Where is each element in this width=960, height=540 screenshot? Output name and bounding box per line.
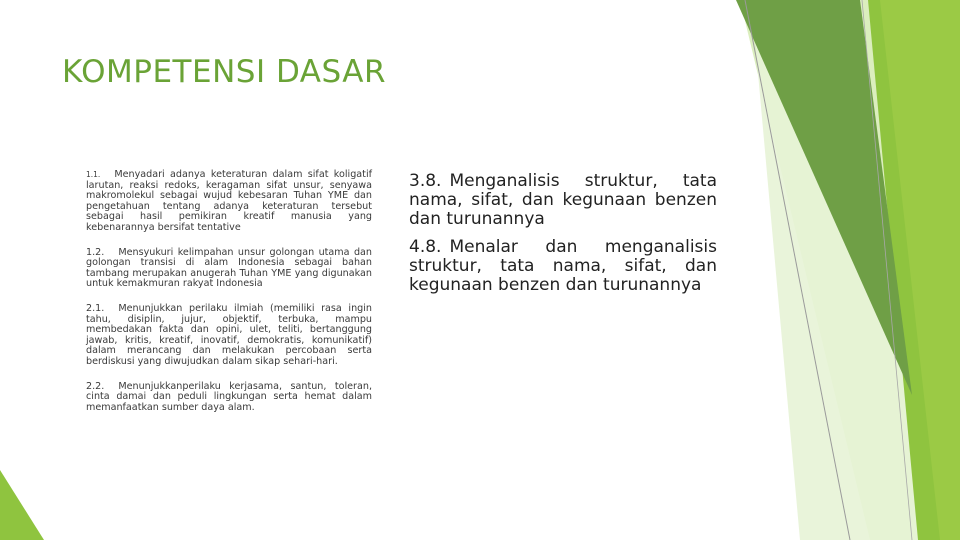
kd-item-1-1 — [86, 170, 372, 234]
kd-text: Menunjukkan perilaku ilmiah (memiliki rasa ingin tahu, disiplin, jujur, objektif, terbuka, mampu membedakan fakta dan opini, ulet, teliti, bertanggung jawab, kritis, kreatif, inovatif, demokratis, komunikatif) dalam merancang dan melakukan percobaan serta berdiskusi yang diwujudkan dalam sikap sehari-hari. — [86, 302, 372, 367]
kd-text: Menyadari adanya keteraturan dalam sifat koligatif larutan, reaksi redoks, keragaman sifat unsur, senyawa makromolekul sebagai wujud kebesaran Tuhan YME dan pengetahuan tentang adanya keteraturan tersebut sebagai hasil pemikiran kreatif manusia yang kebenarannya bersifat tentative — [86, 169, 372, 233]
kd-item-3-8 — [409, 172, 717, 229]
kd-text: Menunjukkanperilaku kerjasama, santun, toleran, cinta damai dan peduli lingkungan serta hemat dalam memanfaatkan sumber daya alam. — [86, 380, 372, 413]
slide-title: KOMPETENSI DASAR — [62, 54, 386, 90]
kd-text: Mensyukuri kelimpahan unsur golongan utama dan golongan transisi di alam Indonesia sebagai bahan tambang merupakan anugerah Tuhan YME yang digunakan untuk kemakmuran rakyat Indonesia — [86, 246, 372, 290]
kd-number: 2.1. — [86, 302, 105, 314]
kd-item-2-2 — [86, 382, 372, 414]
kd-item-1-2 — [86, 248, 372, 290]
kd-text: Menalar dan menganalisis struktur, tata nama, sifat, dan kegunaan benzen dan turunannya — [409, 237, 717, 295]
kd-number: 1.1. — [86, 170, 101, 179]
kd-item-2-1 — [86, 304, 372, 368]
kd-text: Menganalisis struktur, tata nama, sifat, dan kegunaan benzen dan turunannya — [409, 171, 717, 229]
kd-item-4-8 — [409, 238, 717, 295]
kd-list-right — [409, 172, 717, 304]
kd-number: 4.8. — [409, 237, 442, 257]
kd-list-left — [86, 170, 372, 427]
kd-number: 2.2. — [86, 380, 105, 392]
kd-number: 1.2. — [86, 246, 105, 258]
deco-bottom-left-triangle — [0, 470, 44, 540]
kd-number: 3.8. — [409, 171, 442, 191]
